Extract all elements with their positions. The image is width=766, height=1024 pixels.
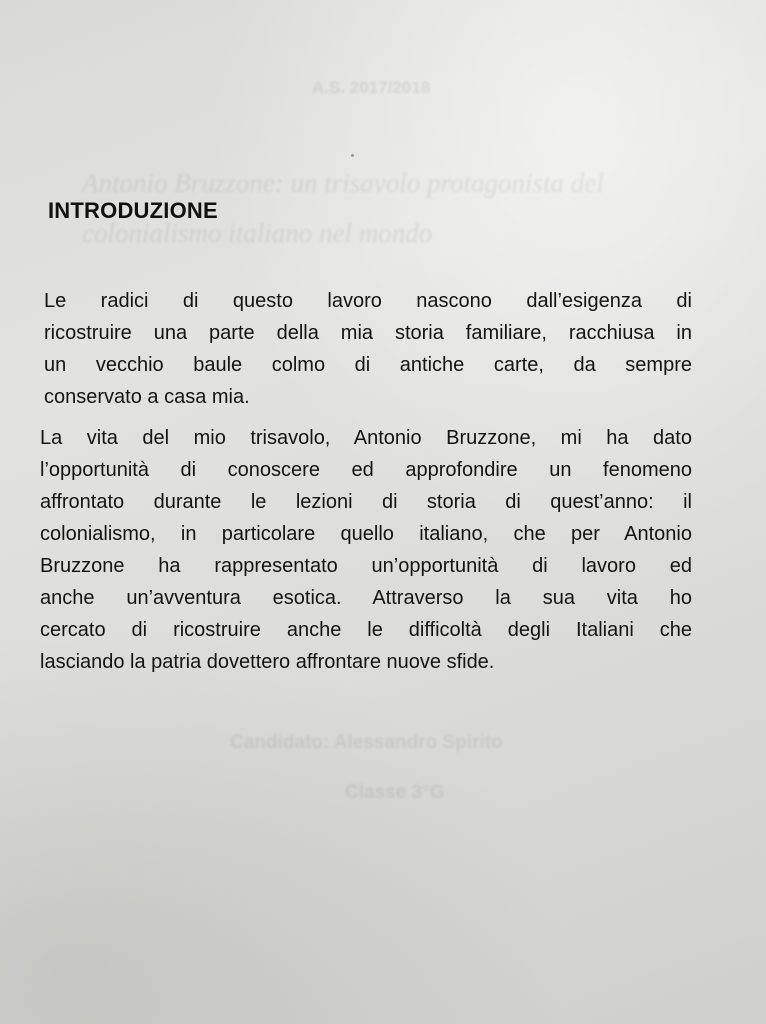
paper-speck: [351, 154, 354, 157]
paragraph-2: [40, 422, 692, 678]
paragraph-2-line: l’opportunità di conoscere ed approfondire un fenomeno: [40, 459, 692, 481]
bleed-through-title-line-1: Antonio Bruzzone: un trisavolo protagonista del: [82, 168, 604, 198]
paragraph-1-line: Le radici di questo lavoro nascono dall’esigenza di: [44, 290, 692, 312]
bleed-through-class: Classe 3°G: [345, 782, 445, 803]
paragraph-1: [44, 285, 692, 413]
bleed-through-year: A.S. 2017/2018: [312, 78, 431, 97]
bleed-through-title-line-2: colonialismo italiano nel mondo: [82, 218, 433, 248]
paragraph-1-line: conservato a casa mia.: [44, 386, 250, 408]
section-heading: INTRODUZIONE: [48, 198, 218, 223]
paragraph-2-line: lasciando la patria dovettero affrontare nuove sfide.: [40, 651, 495, 673]
paragraph-2-line: affrontato durante le lezioni di storia di quest’anno: il: [40, 491, 692, 513]
paragraph-2-line: Bruzzone ha rappresentato un’opportunità di lavoro ed: [40, 555, 692, 577]
paragraph-2-line: cercato di ricostruire anche le difficoltà degli Italiani che: [40, 619, 692, 641]
paragraph-1-line: ricostruire una parte della mia storia familiare, racchiusa in: [44, 322, 692, 344]
paragraph-2-line: anche un’avventura esotica. Attraverso la sua vita ho: [40, 587, 692, 609]
paragraph-2-line: colonialismo, in particolare quello italiano, che per Antonio: [40, 523, 692, 545]
paragraph-1-line: un vecchio baule colmo di antiche carte, da sempre: [44, 354, 692, 376]
bleed-through-school-line: [82, 6, 86, 22]
paragraph-2-line: La vita del mio trisavolo, Antonio Bruzzone, mi ha dato: [40, 427, 692, 449]
bleed-through-candidate: Candidato: Alessandro Spirito: [230, 732, 503, 753]
